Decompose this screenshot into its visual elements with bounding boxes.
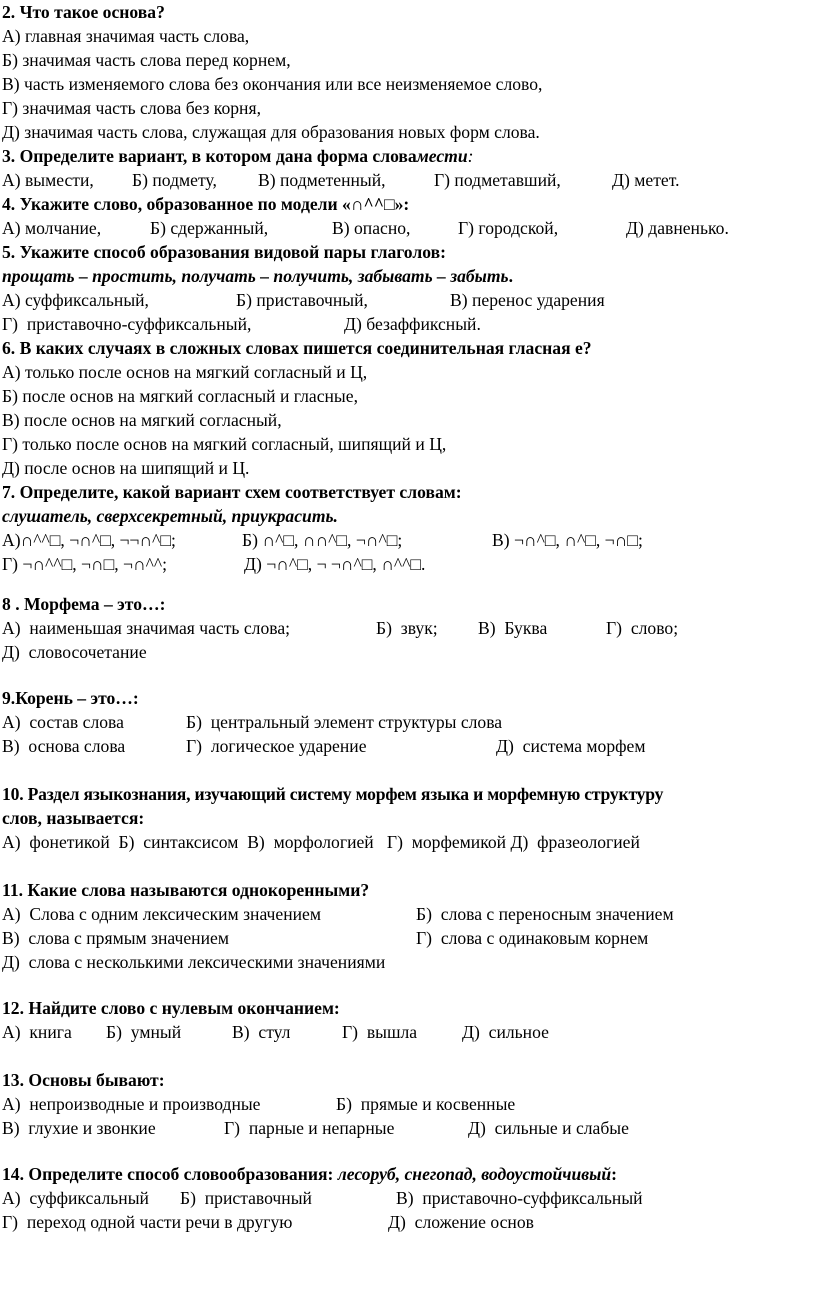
q5-option-d: Г) приставочно-суффиксальный, [2,314,252,334]
q12-options-row [2,1020,802,1044]
q7-option-b: Б) ∩^□, ∩∩^□, ¬∩^□; [242,530,403,550]
q7-option-d: Г) ¬∩^^□, ¬∩□, ¬∩^^; [2,554,168,574]
q10-title-line-1: 10. Раздел языкознания, изучающий систему морфем языка и морфемную структуру [2,784,664,804]
q3-option-e: Д) метет. [612,170,680,190]
q8-option-d: Г) слово; [606,618,679,638]
q11-options-row-1 [2,902,802,926]
q10-title-line-2: слов, называется: [2,808,145,828]
q2-option-e: Д) значимая часть слова, служащая для образования новых форм слова. [2,122,540,142]
q8-option-e: Д) словосочетание [2,642,147,662]
q8-option-a: А) наименьшая значимая часть слова; [2,618,291,638]
q13-option-a: А) непроизводные и производные [2,1094,261,1114]
q14-colon: : [611,1164,618,1184]
q11-option-a: А) Слова с одним лексическим значением [2,904,321,924]
q14-words: лесоруб, снегопад, водоустойчивый [337,1164,612,1184]
q9-option-b: Б) центральный элемент структуры слова [186,712,503,732]
q7-words: слушатель, сверхсекретный, приукрасить. [2,506,338,526]
q14-options-row-2 [2,1210,802,1234]
q12-option-b: Б) умный [106,1022,182,1042]
q9-options-row-1 [2,710,802,734]
q11-option-d: Г) слова с одинаковым корнем [416,928,649,948]
q6-option-a: А) только после основ на мягкий согласный и Ц, [2,362,368,382]
q10-options: А) фонетикой Б) синтаксисом В) морфологией Г) морфемикой Д) фразеологией [2,832,640,852]
q13-option-c: В) глухие и звонкие [2,1118,156,1138]
q9-title: 9.Корень – это…: [2,688,139,708]
q2-option-b: Б) значимая часть слова перед корнем, [2,50,291,70]
q13-options-row-2 [2,1116,802,1140]
q7-title: 7. Определите, какой вариант схем соответствует словам: [2,482,462,502]
q2-option-c: В) часть изменяемого слова без окончания или все неизменяемое слово, [2,74,543,94]
q3-option-a: А) вымести, [2,170,94,190]
q14-option-e: Д) сложение основ [388,1212,534,1232]
q9-options-row-2 [2,734,802,758]
q6-option-e: Д) после основ на шипящий и Ц. [2,458,250,478]
q2-option-a: А) главная значимая часть слова, [2,26,250,46]
q14-title [2,1162,617,1186]
q6-title: 6. В каких случаях в сложных словах пишется соединительная гласная е? [2,338,592,358]
q6-option-d: Г) только после основ на мягкий согласный, шипящий и Ц, [2,434,447,454]
q14-title-text: 14. Определите способ словообразования: [2,1164,334,1184]
q3-option-c: В) подметенный, [258,170,386,190]
q14-option-c: В) приставочно-суффиксальный [396,1188,643,1208]
q8-title: 8 . Морфема – это…: [2,594,166,614]
q4-title: 4. Укажите слово, образованное по модели «∩^^□»: [2,194,410,214]
q3-title [2,144,474,168]
q11-title: 11. Какие слова называются однокоренными? [2,880,370,900]
q12-option-d: Г) вышла [342,1022,418,1042]
q2-title: 2. Что такое основа? [2,2,165,22]
q4-option-b: Б) сдержанный, [150,218,269,238]
q5-options-row-2 [2,312,802,336]
q13-title: 13. Основы бывают: [2,1070,165,1090]
q12-option-c: В) стул [232,1022,291,1042]
q3-title-word: мести [416,146,468,166]
q7-option-c: В) ¬∩^□, ∩^□, ¬∩□; [492,530,643,550]
q7-option-e: Д) ¬∩^□, ¬ ¬∩^□, ∩^^□. [244,554,426,574]
q6-option-c: В) после основ на мягкий согласный, [2,410,282,430]
q13-option-e: Д) сильные и слабые [468,1118,629,1138]
q5-examples [2,264,513,288]
q5-option-c: В) перенос ударения [450,290,605,310]
q14-option-b: Б) приставочный [180,1188,312,1208]
q5-examples-text: прощать – простить, получать – получить, забывать – забыть [2,266,509,286]
q11-option-c: В) слова с прямым значением [2,928,229,948]
q11-options-row-2 [2,926,802,950]
q7-option-a: А)∩^^□, ¬∩^□, ¬¬∩^□; [2,530,176,550]
q8-option-b: Б) звук; [376,618,438,638]
q3-option-b: Б) подмету, [132,170,217,190]
q9-option-c: В) основа слова [2,736,126,756]
q13-option-d: Г) парные и непарные [224,1118,395,1138]
q8-option-c: В) Буква [478,618,548,638]
q7-options-row-2 [2,552,802,576]
q12-option-e: Д) сильное [462,1022,549,1042]
q13-option-b: Б) прямые и косвенные [336,1094,516,1114]
q3-title-colon: : [467,146,474,166]
q5-option-a: А) суффиксальный, [2,290,149,310]
q5-option-e: Д) безаффиксный. [344,314,481,334]
q7-options-row-1 [2,528,802,552]
q11-option-e: Д) слова с несколькими лексическими значениями [2,952,386,972]
q5-examples-end: . [508,266,514,286]
q4-option-d: Г) городской, [458,218,559,238]
q4-option-c: В) опасно, [332,218,411,238]
q4-option-e: Д) давненько. [626,218,729,238]
q11-option-b: Б) слова с переносным значением [416,904,674,924]
q5-options-row-1 [2,288,802,312]
q14-options-row-1 [2,1186,802,1210]
q14-option-a: А) суффиксальный [2,1188,149,1208]
q13-options-row-1 [2,1092,802,1116]
q12-title: 12. Найдите слово с нулевым окончанием: [2,998,340,1018]
q4-options-row [2,216,802,240]
q12-option-a: А) книга [2,1022,72,1042]
q9-option-d: Г) логическое ударение [186,736,367,756]
q14-option-d: Г) переход одной части речи в другую [2,1212,293,1232]
q9-option-a: А) состав слова [2,712,124,732]
q5-option-b: Б) приставочный, [236,290,368,310]
q8-options-row-1 [2,616,802,640]
q3-title-prefix: 3. Определите вариант, в котором дана форма слова [2,146,417,166]
q9-option-e: Д) система морфем [496,736,646,756]
q6-option-b: Б) после основ на мягкий согласный и гласные, [2,386,358,406]
q3-options-row [2,168,802,192]
q4-option-a: А) молчание, [2,218,102,238]
q3-option-d: Г) подметавший, [434,170,561,190]
q5-title: 5. Укажите способ образования видовой пары глаголов: [2,242,446,262]
q2-option-d: Г) значимая часть слова без корня, [2,98,261,118]
